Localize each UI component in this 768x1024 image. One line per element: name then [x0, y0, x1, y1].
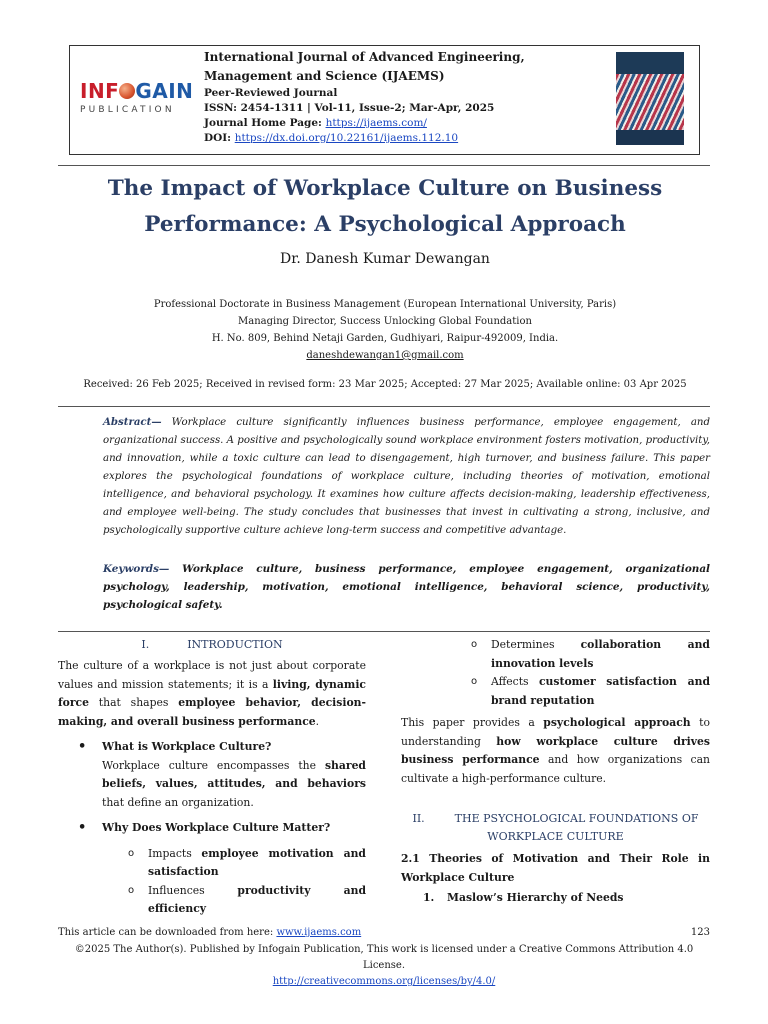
home-page-link[interactable]: https://ijaems.com/	[325, 117, 427, 129]
abstract-label: Abstract—	[103, 416, 162, 428]
logo-text-a: INF	[80, 79, 120, 103]
section-heading: I. INTRODUCTION	[141, 638, 283, 651]
affiliation-line: Professional Doctorate in Business Management (European International University, Paris)	[153, 299, 617, 310]
download-link[interactable]: www.ijaems.com	[276, 927, 362, 938]
divider	[58, 165, 710, 166]
intro-paragraph: The culture of a workplace is not just about corporate values and mission statements; it is a living, dynamic force that shapes employee behavior, decision-making, and overall business performance.	[58, 659, 366, 728]
publisher-logo	[80, 79, 198, 115]
keywords-label: Keywords—	[103, 563, 170, 575]
affiliation-line: H. No. 809, Behind Netaji Garden, Gudhiyari, Raipur-492009, India.	[211, 333, 559, 344]
divider	[58, 631, 710, 632]
footer-license	[58, 942, 710, 990]
journal-info	[204, 48, 604, 146]
license-link[interactable]: http://creativecommons.org/licenses/by/4.0/	[272, 976, 496, 987]
abstract-text: Workplace culture significantly influences business performance, employee engagement, and organizational success. A positive and psychologically sound workplace environment fosters motivation, productivity, and innovation, while a toxic culture can lead to disengagement, high turnover, and business failure. This paper explores the psychological foundations of workplace culture, including theories of motivation, emotional intelligence, and behavioral psychology. It examines how culture affects decision-making, leadership effectiveness, and employee well-being. The study concludes that businesses that invest in cultivating a strong, inclusive, and psychologically supportive culture achieve long-term success and competitive advantage.	[103, 417, 710, 536]
bullet-body: Workplace culture encompasses the shared beliefs, values, attitudes, and behaviors that define an organization.	[102, 758, 366, 809]
sub-bullet: o Impacts employee motivation and satisfaction	[58, 845, 366, 882]
license-text: ©2025 The Author(s). Published by Infogain Publication, This work is licensed under a Creative Commons Attribution 4.0 License.	[74, 944, 694, 971]
divider	[58, 406, 710, 407]
affiliations	[60, 296, 710, 364]
journal-header	[69, 45, 700, 155]
affiliation-line: Managing Director, Success Unlocking Global Foundation	[238, 316, 532, 327]
bullet-heading: • What is Workplace Culture?	[58, 738, 366, 757]
author-email[interactable]: daneshdewangan1@gmail.com	[306, 350, 464, 361]
author-name: Dr. Danesh Kumar Dewangan	[280, 251, 490, 267]
abstract	[103, 413, 710, 540]
bullet-heading: • Why Does Workplace Culture Matter?	[58, 819, 366, 838]
footer-download: This article can be downloaded from here: www.ijaems.com 123	[58, 925, 710, 941]
doi-link[interactable]: https://dx.doi.org/10.22161/ijaems.112.10	[234, 132, 459, 144]
page-number: 123	[690, 927, 710, 938]
publication-dates: Received: 26 Feb 2025; Received in revised form: 23 Mar 2025; Accepted: 27 Mar 2025; Available online: 03 Apr 2025	[83, 379, 687, 390]
right-column	[401, 636, 710, 908]
numbered-item: 1. Maslow’s Hierarchy of Needs	[423, 891, 624, 904]
keywords	[103, 560, 710, 614]
left-column	[58, 636, 366, 919]
sub-bullet: o Determines collaboration and innovation levels	[401, 636, 710, 673]
section-heading: II. THE PSYCHOLOGICAL FOUNDATIONS OF WORKPLACE CULTURE	[412, 812, 699, 843]
sub-bullet: o Affects customer satisfaction and brand reputation	[401, 673, 710, 710]
paragraph: This paper provides a psychological approach to understanding how workplace culture drives business performance and how organizations can cultivate a high-performance culture.	[401, 716, 710, 785]
issn-line: ISSN: 2454-1311 | Vol-11, Issue-2; Mar-Apr, 2025	[204, 102, 495, 114]
logo-text-b: GAIN	[135, 79, 194, 103]
globe-icon	[119, 83, 135, 99]
subsection-heading: 2.1 Theories of Motivation and Their Role in Workplace Culture	[401, 852, 710, 884]
home-label: Journal Home Page:	[204, 117, 322, 129]
doi-label: DOI:	[204, 132, 232, 144]
logo-subtitle: PUBLICATION	[80, 105, 175, 115]
journal-cover-image	[616, 52, 684, 145]
sub-bullet: o Influences productivity and efficiency	[58, 882, 366, 919]
paper-title: The Impact of Workplace Culture on Business Performance: A Psychological Approach	[107, 176, 663, 237]
keywords-text: Workplace culture, business performance, employee engagement, organizational psychology, leadership, motivation, emotional intelligence, behavioral science, productivity, psychological safety.	[103, 563, 710, 611]
peer-review-label: Peer-Reviewed Journal	[204, 87, 338, 99]
journal-title: International Journal of Advanced Engineering, Management and Science (IJAEMS)	[204, 50, 525, 83]
